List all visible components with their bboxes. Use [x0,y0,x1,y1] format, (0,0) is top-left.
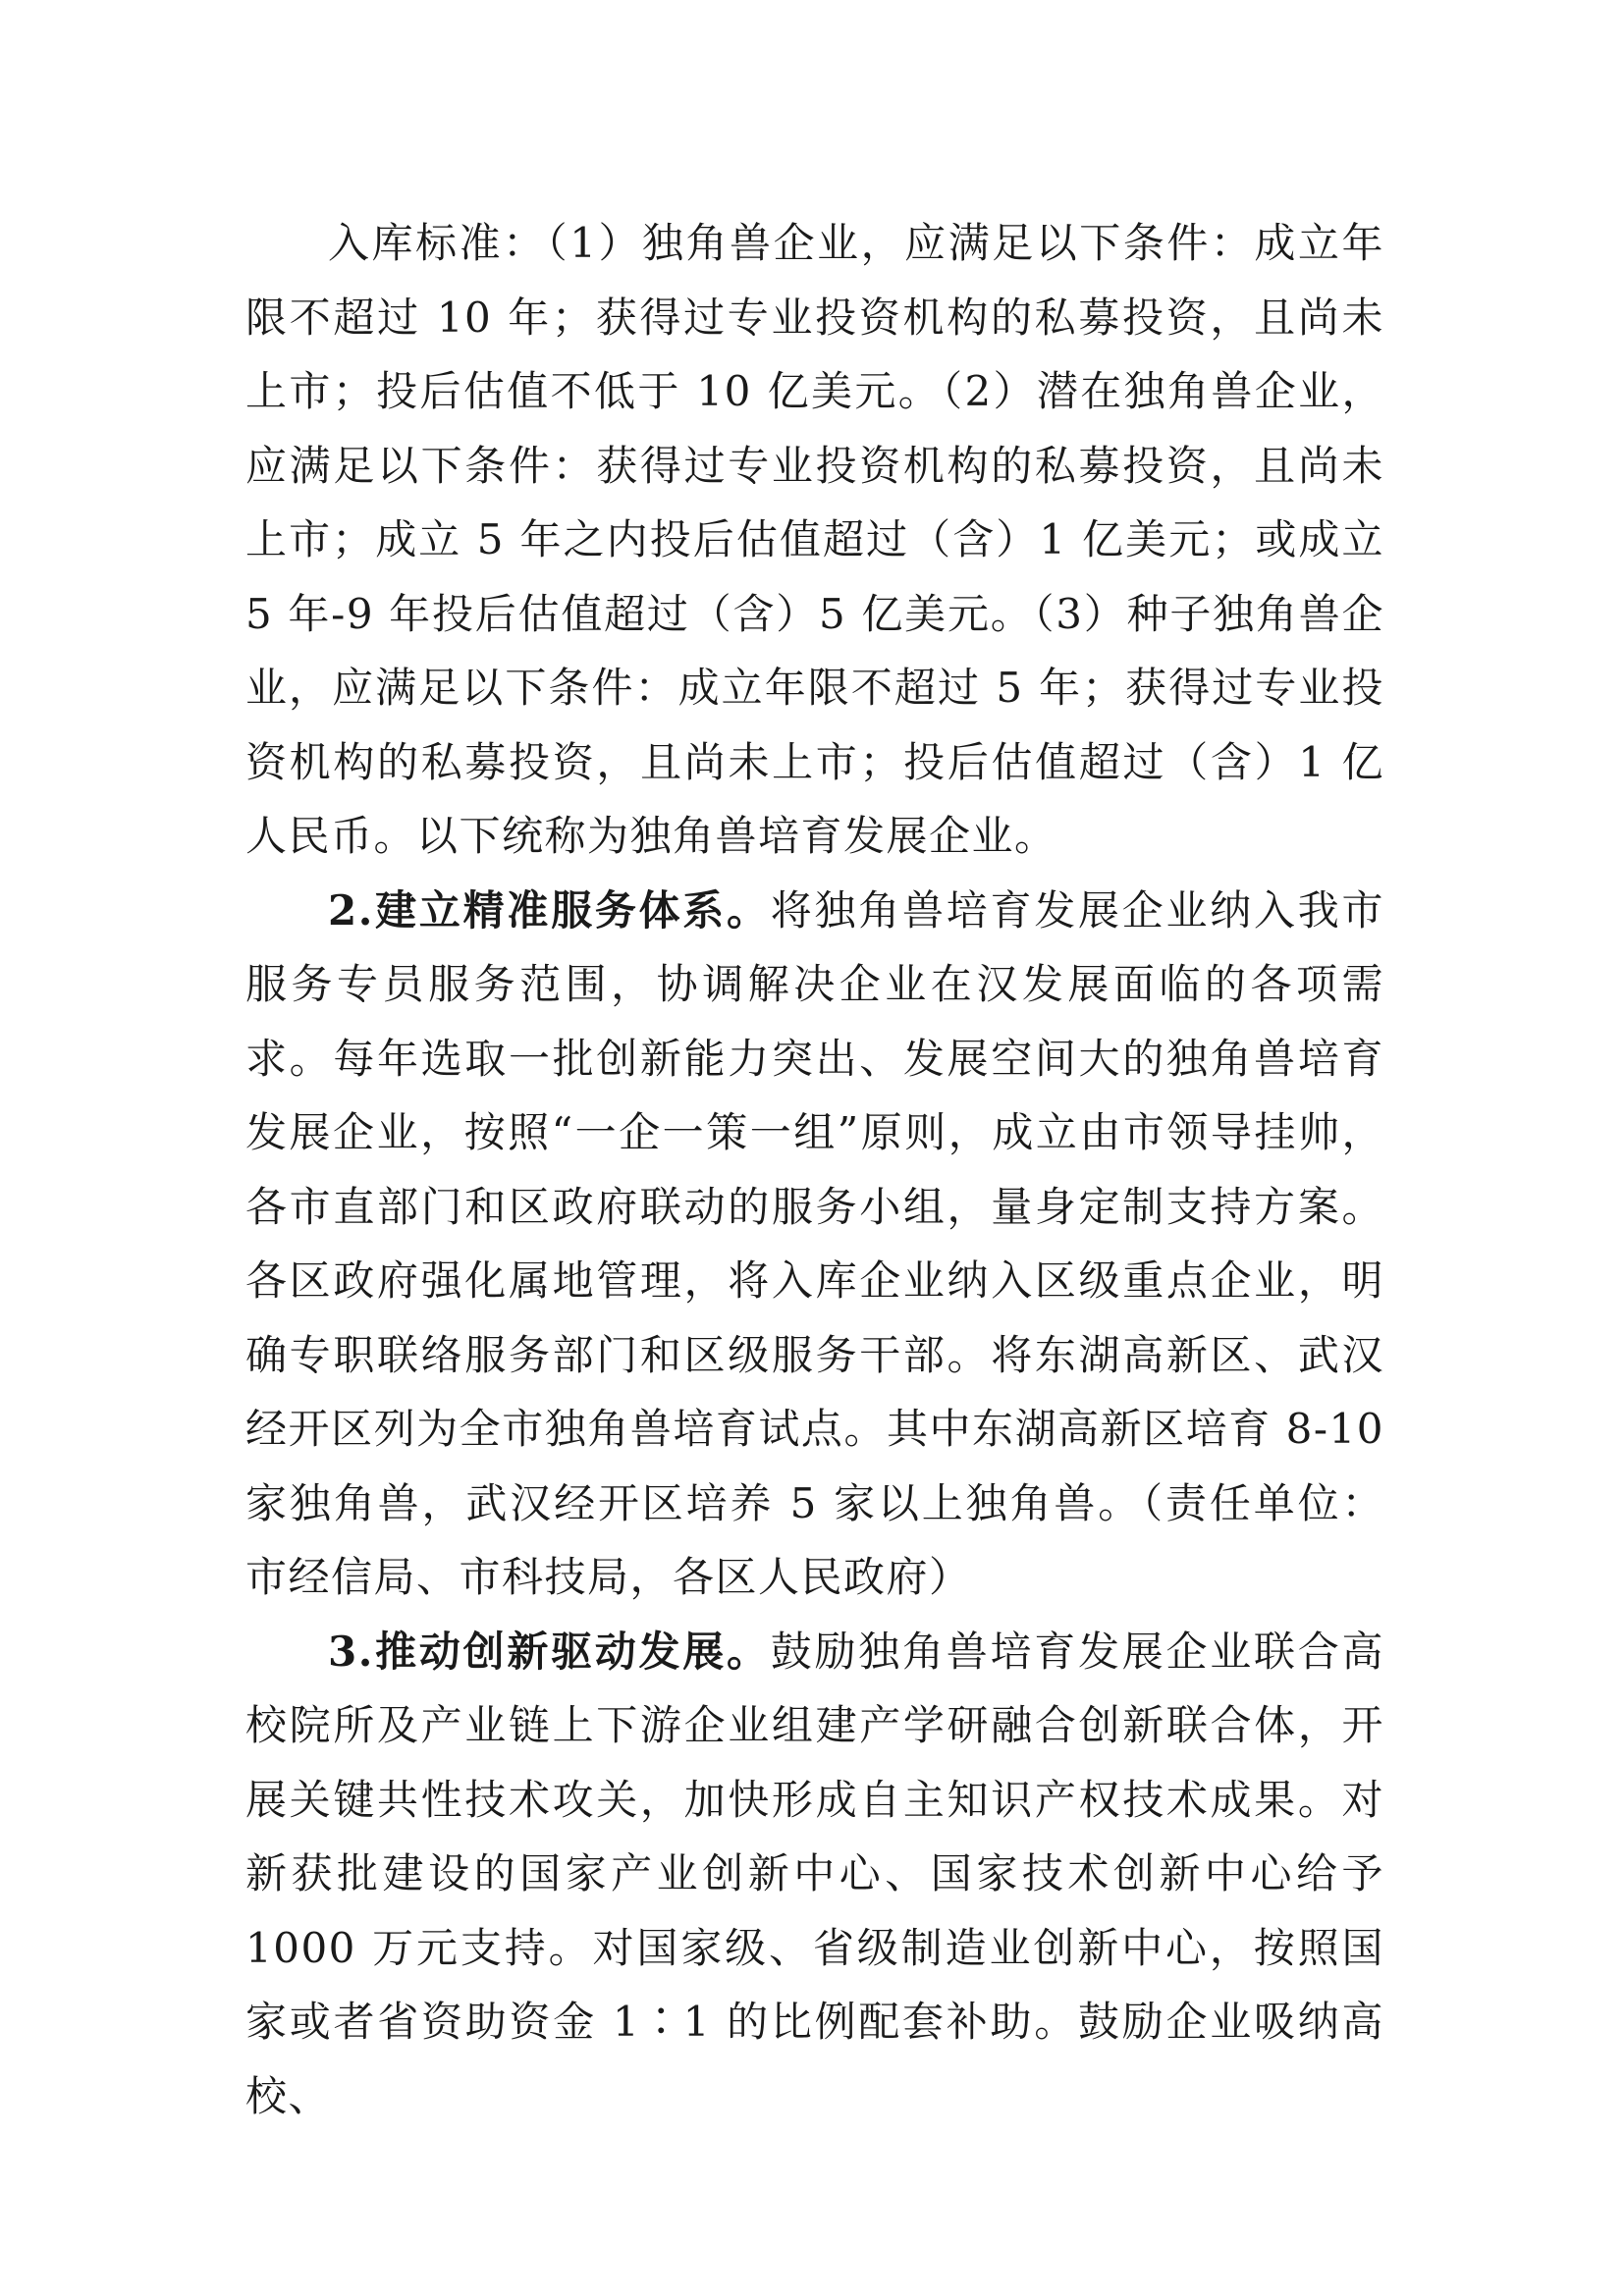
paragraph-service-system [245,874,1384,1615]
paragraph-innovation-driven [245,1615,1384,2134]
paragraph-entry-standards [245,206,1384,874]
document-body [245,206,1384,2133]
paragraph-text: 将独角兽培育发展企业纳入我市服务专员服务范围，协调解决企业在汉发展面临的各项需求。每年选取一批创新能力突出、发展空间大的独角兽培育发展企业，按照“一企一策一组”原则，成立由市领导挂帅，各市直部门和区政府联动的服务小组，量身定制支持方案。各区政府强化属地管理，将入库企业纳入区级重点企业，明确专职联络服务部门和区级服务干部。将东湖高新区、武汉经开区列为全市独角兽培育试点。其中东湖高新区培育 8-10 家独角兽，武汉经开区培养 5 家以上独角兽。（责任单位：市经信局、市科技局，各区人民政府） [245,885,1384,1601]
paragraph-text: 入库标准：（1）独角兽企业，应满足以下条件：成立年限不超过 10 年；获得过专业投资机构的私募投资，且尚未上市；投后估值不低于 10 亿美元。（2）潜在独角兽企业，应满足以下条件：获得过专业投资机构的私募投资，且尚未上市；成立 5 年之内投后估值超过（含）1 亿美元；或成立 5 年-9 年投后估值超过（含）5 亿美元。（3）种子独角兽企业，应满足以下条件：成立年限不超过 5 年；获得过专业投资机构的私募投资，且尚未上市；投后估值超过（含）1 亿人民币。以下统称为独角兽培育发展企业。 [245,219,1384,860]
paragraph-text: 鼓励独角兽培育发展企业联合高校院所及产业链上下游企业组建产学研融合创新联合体，开展关键共性技术攻关，加快形成自主知识产权技术成果。对新获批建设的国家产业创新中心、国家技术创新中心给予 1000 万元支持。对国家级、省级制造业创新中心，按照国家或者省资助资金 1∶1 的比例配套补助。鼓励企业吸纳高校、 [245,1627,1384,2120]
paragraph-lead: 2.建立精准服务体系。 [328,885,771,934]
paragraph-lead: 3.推动创新驱动发展。 [328,1627,771,1676]
